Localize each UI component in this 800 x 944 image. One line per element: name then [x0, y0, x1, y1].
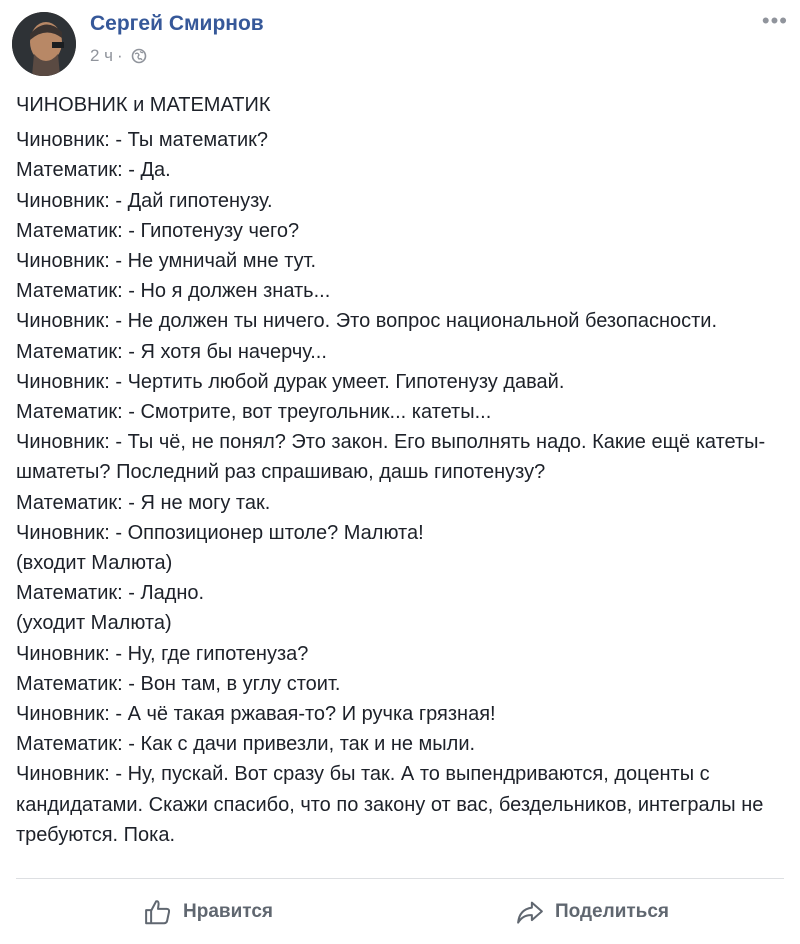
stage-direction: (уходит Малюта) [16, 612, 172, 635]
globe-icon[interactable] [131, 48, 147, 64]
dialog-line: Чиновник: - Ну, пускай. Вот сразу бы так. А то выпендриваются, доценты с кандидатами. Скажи спасибо, что по закону от вас, бездельников, интегралы не требуются. Пока. [16, 763, 764, 846]
like-label: Нравится [183, 901, 273, 922]
avatar-image [12, 12, 76, 76]
dialog-line: Математик: - Гипотенузу чего? [16, 219, 300, 242]
author-name[interactable]: Сергей Смирнов [90, 12, 264, 35]
dialog-line: Математик: - Я не могу так. [16, 491, 271, 514]
post-meta [90, 46, 147, 66]
dialog-line: Математик: - Как с дачи привезли, так и не мыли. [16, 733, 476, 756]
share-arrow-icon [515, 897, 545, 927]
stage-direction: (входит Малюта) [16, 552, 173, 575]
dialog-line: Чиновник: - Чертить любой дурак умеет. Гипотенузу давай. [16, 370, 565, 393]
post-header [0, 0, 800, 80]
dialog-line: Чиновник: - Ты чё, не понял? Это закон. Его выполнять надо. Какие ещё катеты-шматеты? Последний раз спрашиваю, дашь гипотенузу? [16, 431, 766, 484]
dialog-line: Чиновник: - Не умничай мне тут. [16, 250, 317, 273]
dialog-line: Чиновник: - Ты математик? [16, 129, 268, 152]
actions-divider [16, 878, 784, 879]
more-icon[interactable]: ••• [761, 8, 788, 33]
dialog-line: Чиновник: - А чё такая ржавая-то? И ручка грязная! [16, 703, 496, 726]
dialog-line: Чиновник: - Оппозиционер штоле? Малюта! [16, 521, 424, 544]
post-title: ЧИНОВНИК и МАТЕМАТИК [16, 94, 271, 116]
post-actions [16, 880, 784, 944]
dialog-line: Чиновник: - Дай гипотенузу. [16, 189, 273, 212]
avatar[interactable] [12, 12, 76, 76]
share-button[interactable] [400, 880, 784, 944]
dialog-line: Математик: - Но я должен знать... [16, 280, 331, 303]
dialog-line: Математик: - Да. [16, 159, 171, 182]
meta-separator: · [117, 46, 123, 65]
dialog-line: Чиновник: - Ну, где гипотенуза? [16, 642, 309, 665]
thumbs-up-icon [143, 897, 173, 927]
post-time[interactable]: 2 ч [90, 46, 114, 65]
dialog-line: Математик: - Ладно. [16, 582, 205, 605]
dialog-line: Математик: - Вон там, в углу стоит. [16, 672, 341, 695]
dialog-line: Чиновник: - Не должен ты ничего. Это вопрос национальной безопасности. [16, 310, 717, 333]
share-label: Поделиться [554, 901, 670, 922]
dialog-line: Математик: - Я хотя бы начерчу... [16, 340, 327, 363]
like-button[interactable] [16, 880, 400, 944]
post-body [16, 90, 792, 850]
dialog-line: Математик: - Смотрите, вот треугольник... катеты... [16, 401, 492, 424]
